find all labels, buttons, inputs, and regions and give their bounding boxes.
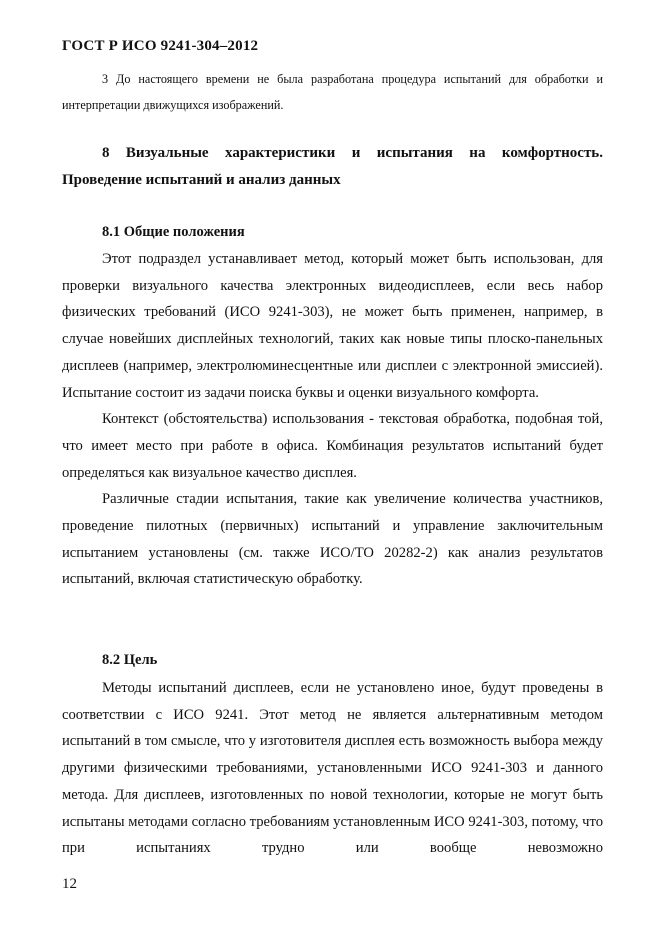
section-8-2-body bbox=[62, 675, 603, 862]
note-paragraph: 3 До настоящего времени не была разработана процедура испытаний для обработки и интерпретации движущихся изображений. bbox=[62, 72, 603, 112]
section-8-1-paragraph-1: Этот подраздел устанавливает метод, который может быть использован, для проверки визуального качества электронных видеодисплеев, если весь набор физических требований (ИСО 9241-303), не может быть применен, например, в случае новейших дисплейных технологий, таких как новые типы плоско-панельных дисплеев (например, электролюминесцентные или дисплеи с электронной эмиссией). Испытание состоит из задачи поиска буквы и оценки визуального комфорта. bbox=[62, 251, 603, 401]
section-8-title bbox=[62, 140, 603, 194]
section-8-2-paragraph: Методы испытаний дисплеев, если не установлено иное, будут проведены в соответствии с ИСО 9241. Этот метод не является альтернативным методом испытаний в том смысле, что у изготовителя дисплея есть возможность выбора между другими физическими требованиями, установленными ИСО 9241-303 и данного метода. Для дисплеев, изготовленных по новой технологии, которые не могут быть испытаны методами согласно требованиям установленным ИСО 9241-303, потому, что при испытаниях трудно или вообще невозможно bbox=[62, 680, 603, 857]
section-8-title-line2: Проведение испытаний и анализ данных bbox=[62, 172, 341, 188]
section-8-1-body bbox=[62, 246, 603, 593]
standard-header: ГОСТ Р ИСО 9241-304–2012 bbox=[62, 38, 259, 54]
section-8-2-heading: 8.2 Цель bbox=[102, 652, 158, 668]
section-8-1-paragraph-3: Различные стадии испытания, такие как увеличение количества участников, проведение пилотных (первичных) испытаний и управление заключительным испытанием установлены (см. также ИСО/ТО 20282-2) как анализ результатов испытаний, включая статистическую обработку. bbox=[62, 491, 603, 588]
page-number: 12 bbox=[62, 876, 77, 892]
section-8-title-line1: 8 Визуальные характеристики и испытания на комфортность. bbox=[102, 145, 603, 161]
section-8-1-paragraph-2: Контекст (обстоятельства) использования - текстовая обработка, подобная той, что имеет место при работе в офиса. Комбинация результатов испытаний будет определяться как визуальное качество дисплея. bbox=[62, 411, 603, 481]
section-8-1-heading: 8.1 Общие положения bbox=[102, 224, 245, 240]
